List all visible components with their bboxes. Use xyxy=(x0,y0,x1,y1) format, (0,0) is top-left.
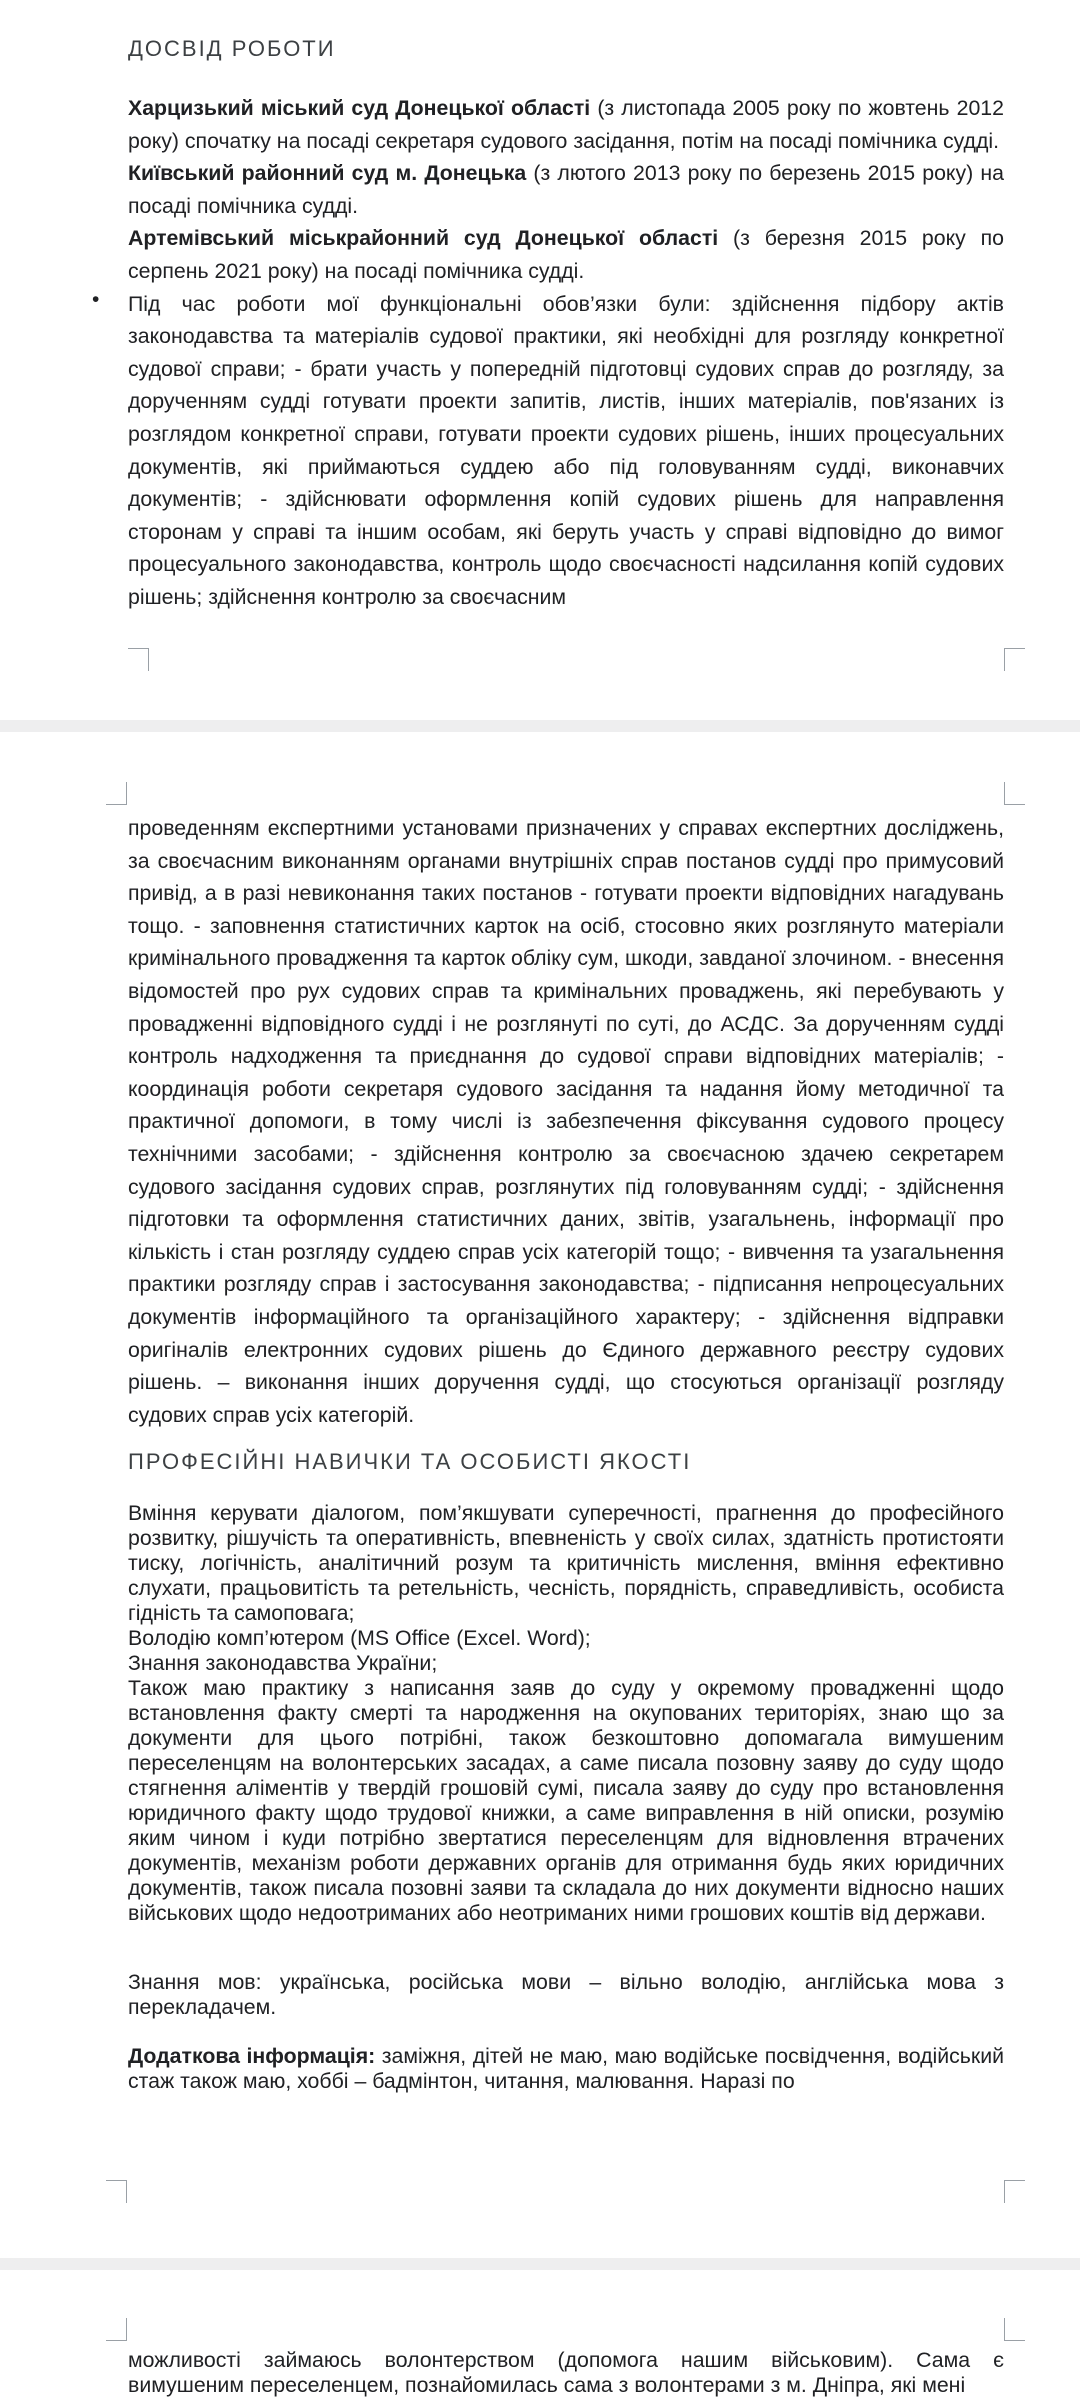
section-heading-experience: ДОСВІД РОБОТИ xyxy=(128,36,336,61)
duties-paragraph-part1: Під час роботи мої функціональні обов’язки були: здійснення підбору актів законодавства та матеріалів судової практики, які необхідні для розгляду конкретної судової справи; - брати участь у попередній підготовці судових справ до розгляду, за дорученням судді готувати проекти запитів, листів, інших матеріалів, пов'язаних із розглядом конкретної справи, готувати проекти судових рішень, інших процесуальних документів, які приймаються суддею або під головуванням судді, виконавчих документів; - здійснювати оформлення копій судових рішень для направлення сторонам у справі та іншим особам, які беруть участь у справі відповідно до вимог процесуального законодавства, контроль щодо своєчасності надсилання копій судових рішень; здійснення контролю за своєчасним xyxy=(128,291,1004,609)
document-page-2 xyxy=(0,732,1080,2258)
skills-paragraph: Вміння керувати діалогом, пом’якшувати суперечності, прагнення до професійного розвитку, рішучість та оперативність, впевненість у своїх силах, здатність протистояти тиску, логічність, аналітичний розум та критичність мислення, вміння ефективно слухати, працьовитість та ретельність, чесність, порядність, справедливість, особиста гідність та самоповага; xyxy=(128,1501,1004,1626)
additional-info-paragraph xyxy=(128,2044,1004,2094)
computer-skills: Володію комп’ютером (MS Office (Excel. Word); xyxy=(128,1626,591,1651)
bullet-marker: • xyxy=(92,287,100,311)
job-org-2: Київський районний суд м. Донецька xyxy=(128,161,527,186)
practice-paragraph: Також маю практику з написання заяв до суду у окремому провадженні щодо встановлення факту смерті та народження на окупованих територіях, знаю що за документи для цього потрібні, також безкоштовно допомагала вимушеним переселенцям на волонтерських засадах, а саме писала позовну заяву до суду щодо стягнення аліментів у твердій грошовій сумі, писала заяву до суду про встановлення юридичного факту щодо трудової книжки, а саме виправлення в ній описки, розумію яким чином і куди потрібно звертатися переселенцям для відновлення втрачених документів, механізм роботи державних органів для отримання будь яких юридичних документів, також писала позовні заяви та складала до них документи відносно наших військових щодо недоотриманих або неотриманих ними грошових коштів від держави. xyxy=(128,1676,1004,1926)
page-corner-mark xyxy=(128,648,149,671)
page3-paragraph: можливості займаюсь волонтерством (допомога нашим військовим). Сама є вимушеним переселенцем, познайомилась сама з волонтерами з м. Дніпра, які мені xyxy=(128,2348,1004,2397)
page-corner-mark xyxy=(1004,782,1025,805)
job-details-3: (з березня 2015 року по серпень 2021 року) на посаді помічника судді. xyxy=(128,226,1005,283)
page-corner-mark xyxy=(106,782,127,805)
job-entry-2 xyxy=(128,157,1004,222)
duties-paragraph-part2: проведенням експертними установами призначених у справах експертних досліджень, за своєчасним виконанням органами внутрішніх справ постанов судді про примусовий привід, а в разі невиконання таких постанов - готувати проекти відповідних нагадувань тощо. - заповнення статистичних карток на осіб, стосовно яких розглянуто матеріали кримінального провадження та карток обліку сум, шкоди, завданої злочином. - внесення відомостей про рух судових справ та кримінальних проваджень, які перебувають у провадженні відповідного судді і не розглянуті по суті, до АСДС. За дорученням судді контроль надходження та приєднання до судової справи відповідних матеріалів; - координація роботи секретаря судового засідання та надання йому методичної та практичної допомоги, в тому числі із забезпечення фіксування судового процесу технічними засобами; - здійснення контролю за своєчасною здачею секретарем судового засідання судових справ, розглянутих під головуванням судді; - здійснення підготовки та оформлення статистичних даних, звітів, узагальнень, інформації про кількість і стан розгляду суддею справ усіх категорій тощо; - вивчення та узагальнення практики розгляду справ і застосування законодавства; - підписання непроцесуальних документів інформаційного та організаційного характеру; - здійснення відправки оригіналів електронних судових рішень до Єдиного державного реєстру судових рішень. – виконання інших доручення судді, що стосуються організації розгляду судових справ усіх категорій. xyxy=(128,816,1004,1427)
page-corner-mark xyxy=(106,2180,127,2203)
job-org-3: Артемівський міськрайонний суд Донецької області xyxy=(128,226,719,251)
job-details-2: (з лютого 2013 року по березень 2015 року) на посаді помічника судді. xyxy=(128,161,1004,218)
section-heading-skills: ПРОФЕСІЙНІ НАВИЧКИ ТА ОСОБИСТІ ЯКОСТІ xyxy=(128,1449,692,1475)
page-separator xyxy=(0,720,1080,732)
page-separator xyxy=(0,2258,1080,2270)
languages-paragraph: Знання мов: українська, російська мови – вільно володію, англійська мова з перекладачем. xyxy=(128,1970,1004,2020)
job-entry-1 xyxy=(128,92,1004,157)
page-corner-mark xyxy=(1004,648,1025,671)
additional-info-text: заміжня, дітей не маю, маю водійське посвідчення, водійський стаж також маю, хоббі – бадмінтон, читання, малювання. Наразі по xyxy=(128,2044,1005,2094)
additional-info-label: Додаткова інформація: xyxy=(128,2044,376,2069)
document-page-1 xyxy=(0,0,1080,720)
page-corner-mark xyxy=(1004,2318,1025,2341)
law-knowledge: Знання законодавства України; xyxy=(128,1651,438,1676)
job-details-1: (з листопада 2005 року по жовтень 2012 року) спочатку на посаді секретаря судового засідання, потім на посаді помічника судді. xyxy=(128,96,1004,153)
page-corner-mark xyxy=(1004,2180,1025,2203)
job-entry-3 xyxy=(128,222,1004,287)
job-org-1: Харцизький міський суд Донецької області xyxy=(128,96,591,120)
document-page-3 xyxy=(0,2270,1080,2400)
page-corner-mark xyxy=(106,2318,127,2341)
